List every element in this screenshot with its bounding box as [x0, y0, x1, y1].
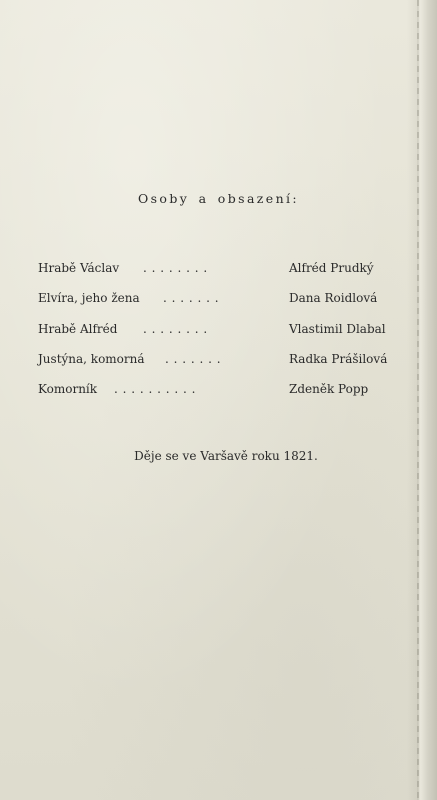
- setting-note: Děje se ve Varšavě roku 1821.: [134, 449, 318, 463]
- cast-actor: Zdeněk Popp: [289, 382, 369, 396]
- cast-role: Komorník: [38, 382, 98, 396]
- leader-dots: . . . . . . . .: [143, 261, 208, 275]
- cast-actor: Radka Prášilová: [289, 352, 388, 366]
- cast-row: [38, 380, 398, 398]
- leader-dots: . . . . . . . . . .: [114, 382, 196, 396]
- cast-row: [38, 320, 398, 338]
- cast-role: Hrabě Václav: [38, 261, 120, 275]
- cast-row: [38, 259, 398, 277]
- cast-row: [38, 350, 398, 368]
- page-deckle-edge: [407, 0, 437, 800]
- cast-actor: Dana Roidlová: [289, 291, 378, 305]
- cast-heading: Osoby a obsazení:: [137, 191, 300, 206]
- cast-actor: Vlastimil Dlabal: [289, 322, 386, 336]
- cast-role: Hrabě Alfréd: [38, 322, 118, 336]
- cast-role: Elvíra, jeho žena: [38, 291, 140, 305]
- leader-dots: . . . . . . .: [165, 352, 222, 366]
- leader-dots: . . . . . . .: [163, 291, 220, 305]
- cast-actor: Alfréd Prudký: [289, 261, 374, 275]
- leader-dots: . . . . . . . .: [143, 322, 208, 336]
- page-fold-line: [417, 0, 419, 800]
- cast-role: Justýna, komorná: [38, 352, 145, 366]
- cast-row: [38, 289, 398, 307]
